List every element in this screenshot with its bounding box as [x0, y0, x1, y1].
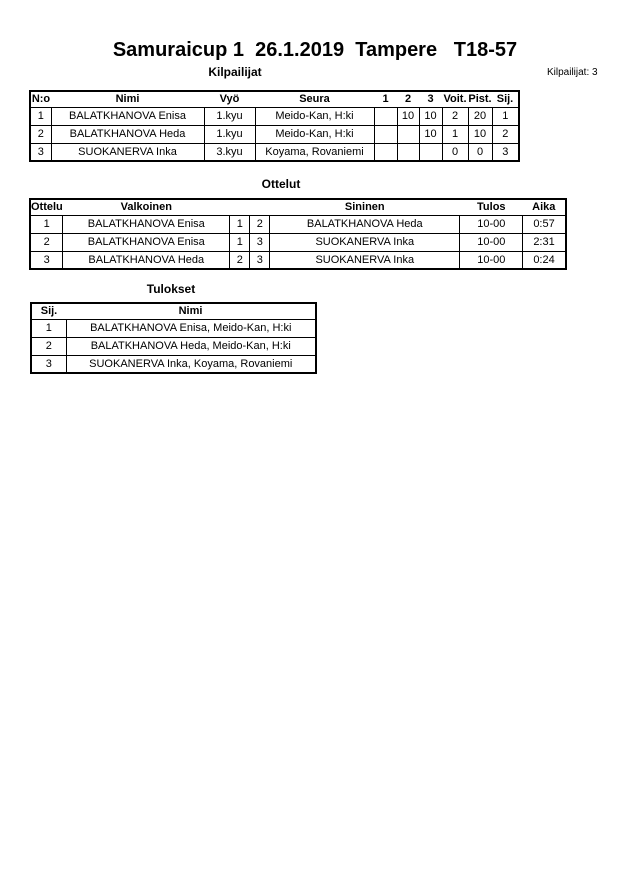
cell-nimi: BALATKHANOVA Enisa, Meido-Kan, H:ki	[66, 319, 316, 337]
col-header-tulos: Tulos	[460, 199, 523, 215]
cell-aika: 2:31	[523, 233, 566, 251]
cell-nimi: BALATKHANOVA Enisa	[51, 107, 204, 125]
cell-sininen: SUOKANERVA Inka	[270, 233, 460, 251]
result-row	[31, 319, 316, 337]
cell-match-no: 3	[30, 251, 63, 269]
cell-valkoinen-no: 2	[230, 251, 250, 269]
cell-nimi: SUOKANERVA Inka	[51, 143, 204, 161]
cell-match-no: 2	[30, 233, 63, 251]
col-header-sininen: Sininen	[270, 199, 460, 215]
cell-round3: 10	[419, 107, 442, 125]
col-header-vyo: Vyö	[204, 91, 255, 107]
cell-sininen: BALATKHANOVA Heda	[270, 215, 460, 233]
tulokset-section-title: Tulokset	[146, 282, 196, 296]
cell-vyo: 3.kyu	[204, 143, 255, 161]
cell-tulos: 10-00	[460, 215, 523, 233]
cell-valkoinen-no: 1	[230, 233, 250, 251]
tulokset-table	[30, 302, 317, 374]
col-header-no: N:o	[30, 91, 51, 107]
competitor-row	[30, 107, 519, 125]
result-row	[31, 337, 316, 355]
cell-round1	[374, 125, 397, 143]
col-header-ottelu: Ottelu	[30, 199, 63, 215]
cell-tulos: 10-00	[460, 251, 523, 269]
cell-valkoinen: BALATKHANOVA Heda	[63, 251, 230, 269]
competitors-count: Kilpailijat: 3	[547, 67, 598, 78]
col-header-round3: 3	[419, 91, 442, 107]
cell-round2: 10	[397, 107, 419, 125]
col-header-nimi: Nimi	[66, 303, 316, 319]
col-header-voit: Voit.	[442, 91, 468, 107]
ottelut-section-title: Ottelut	[261, 177, 301, 191]
col-header-valkoinen: Valkoinen	[63, 199, 230, 215]
cell-match-no: 1	[30, 215, 63, 233]
tulokset-header-row	[31, 303, 316, 319]
match-row	[30, 233, 566, 251]
cell-aika: 0:57	[523, 215, 566, 233]
kilpailijat-header-row	[30, 91, 519, 107]
cell-sij: 1	[31, 319, 66, 337]
match-row	[30, 215, 566, 233]
col-header-round2: 2	[397, 91, 419, 107]
result-row	[31, 355, 316, 373]
cell-round1	[374, 107, 397, 125]
col-header-round1: 1	[374, 91, 397, 107]
cell-pist: 0	[468, 143, 492, 161]
col-header-pist: Pist.	[468, 91, 492, 107]
cell-round2	[397, 125, 419, 143]
cell-valkoinen: BALATKHANOVA Enisa	[63, 215, 230, 233]
cell-sininen-no: 3	[250, 233, 270, 251]
cell-seura: Koyama, Rovaniemi	[255, 143, 374, 161]
col-header-seura: Seura	[255, 91, 374, 107]
col-header-nimi: Nimi	[51, 91, 204, 107]
cell-round2	[397, 143, 419, 161]
match-row	[30, 251, 566, 269]
competitor-row	[30, 125, 519, 143]
cell-pist: 20	[468, 107, 492, 125]
cell-valkoinen: BALATKHANOVA Enisa	[63, 233, 230, 251]
ottelut-table	[29, 198, 567, 270]
cell-sininen: SUOKANERVA Inka	[270, 251, 460, 269]
cell-voit: 2	[442, 107, 468, 125]
page-title: Samuraicup 1 26.1.2019 Tampere T18-57	[112, 39, 518, 61]
cell-round3: 10	[419, 125, 442, 143]
cell-sij: 3	[492, 143, 519, 161]
cell-voit: 1	[442, 125, 468, 143]
cell-no: 3	[30, 143, 51, 161]
cell-pist: 10	[468, 125, 492, 143]
cell-vyo: 1.kyu	[204, 125, 255, 143]
cell-sij: 1	[492, 107, 519, 125]
cell-round3	[419, 143, 442, 161]
cell-sininen-no: 3	[250, 251, 270, 269]
col-header-aika: Aika	[523, 199, 566, 215]
cell-round1	[374, 143, 397, 161]
cell-seura: Meido-Kan, H:ki	[255, 107, 374, 125]
cell-sininen-no: 2	[250, 215, 270, 233]
cell-no: 1	[30, 107, 51, 125]
kilpailijat-table	[29, 90, 520, 162]
cell-vyo: 1.kyu	[204, 107, 255, 125]
cell-voit: 0	[442, 143, 468, 161]
col-header-valkoinen-no	[230, 199, 250, 215]
cell-sij: 2	[492, 125, 519, 143]
cell-nimi: BALATKHANOVA Heda	[51, 125, 204, 143]
col-header-sij: Sij.	[31, 303, 66, 319]
cell-no: 2	[30, 125, 51, 143]
kilpailijat-section-title: Kilpailijat	[208, 65, 262, 79]
col-header-sininen-no	[250, 199, 270, 215]
cell-nimi: BALATKHANOVA Heda, Meido-Kan, H:ki	[66, 337, 316, 355]
cell-sij: 2	[31, 337, 66, 355]
cell-sij: 3	[31, 355, 66, 373]
cell-valkoinen-no: 1	[230, 215, 250, 233]
cell-aika: 0:24	[523, 251, 566, 269]
cell-nimi: SUOKANERVA Inka, Koyama, Rovaniemi	[66, 355, 316, 373]
cell-tulos: 10-00	[460, 233, 523, 251]
ottelut-header-row	[30, 199, 566, 215]
col-header-sij: Sij.	[492, 91, 519, 107]
competitor-row	[30, 143, 519, 161]
cell-seura: Meido-Kan, H:ki	[255, 125, 374, 143]
